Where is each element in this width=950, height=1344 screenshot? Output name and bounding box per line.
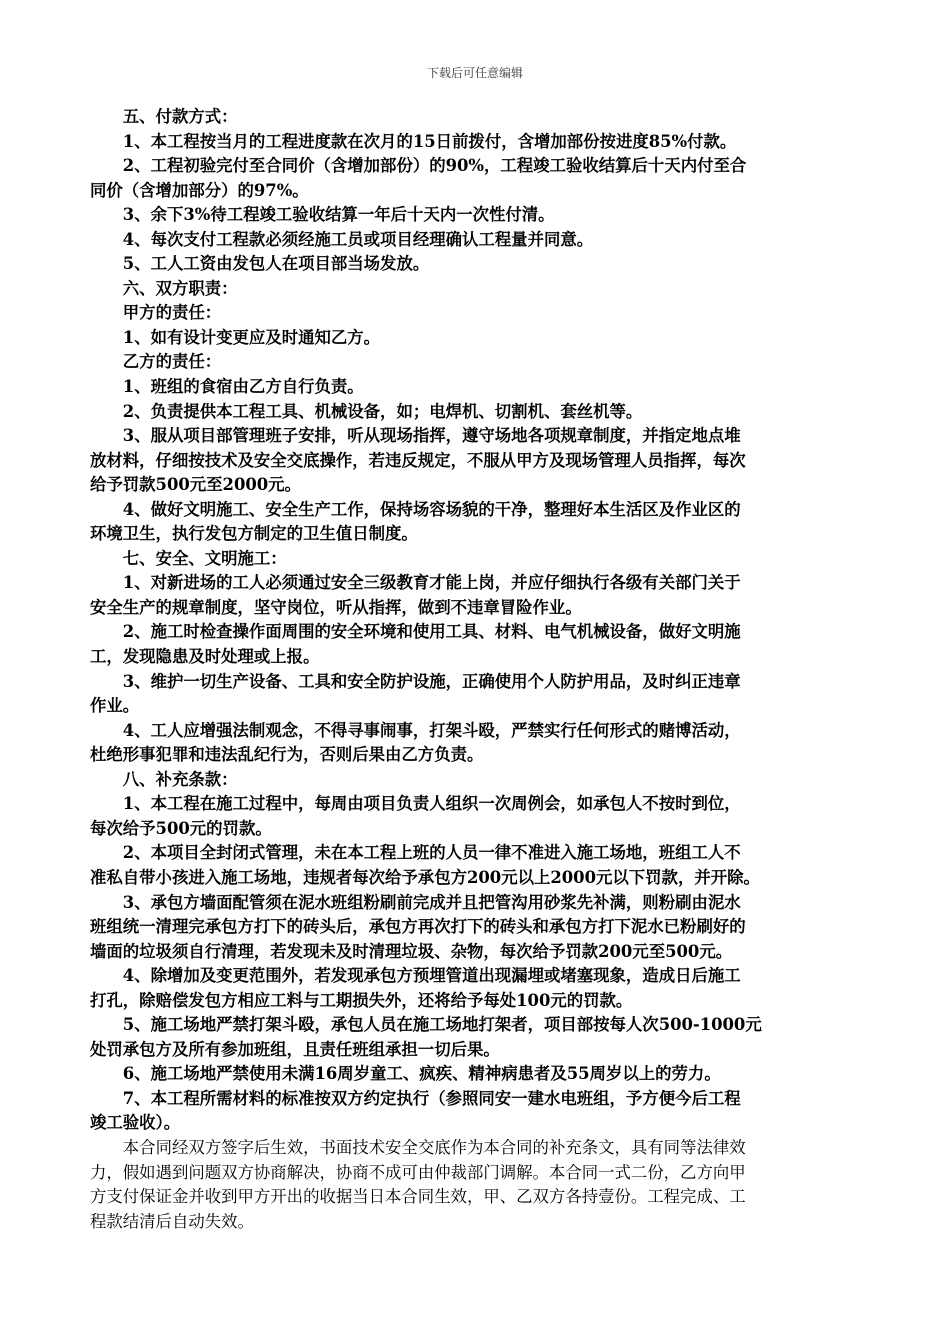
text-line: 环境卫生，执行发包方制定的卫生值日制度。	[90, 524, 418, 544]
text-line: 2、施工时检查操作面周围的安全环境和使用工具、材料、电气机械设备，做好文明施	[122, 622, 741, 642]
text-line: 1、本工程按当月的工程进度款在次月的15日前拨付，含增加部份按进度85%付款。	[122, 131, 737, 151]
text-line: 方支付保证金并收到甲方开出的收据当日本合同生效，甲、乙双方各持壹份。工程完成、工	[90, 1187, 746, 1207]
text-line: 每次给予500元的罚款。	[90, 818, 272, 838]
text-line: 程款结清后自动失效。	[90, 1211, 254, 1231]
text-line: 作业。	[90, 696, 140, 716]
page-header: 下载后可任意编辑	[426, 66, 523, 80]
text-line: 3、余下3%待工程竣工验收结算一年后十天内一次性付清。	[122, 205, 555, 225]
text-line: 乙方的责任：	[122, 352, 222, 372]
text-line: 4、工人应增强法制观念，不得寻事闹事，打架斗殴，严禁实行任何形式的赌博活动，	[122, 720, 741, 740]
text-line: 1、如有设计变更应及时通知乙方。	[122, 327, 381, 347]
text-line: 4、除增加及变更范围外，若发现承包方预埋管道出现漏埋或堵塞现象，造成日后施工	[122, 966, 741, 986]
text-line: 墙面的垃圾须自行清理，若发现未及时清理垃圾、杂物，每次给予罚款200元至500元。	[90, 941, 733, 961]
text-line: 力，假如遇到问题双方协商解决，协商不成可由仲裁部门调解。本合同一式二份，乙方向甲	[90, 1162, 746, 1182]
text-line: 1、本工程在施工过程中，每周由项目负责人组织一次周例会，如承包人不按时到位，	[122, 794, 741, 814]
text-line: 给予罚款500元至2000元。	[90, 475, 301, 495]
text-line: 2、本项目全封闭式管理，未在本工程上班的人员一律不准进入施工场地，班组工人不	[122, 843, 741, 863]
text-line: 安全生产的规章制度，坚守岗位，听从指挥，做到不违章冒险作业。	[90, 597, 582, 617]
text-line: 6、施工场地严禁使用未满16周岁童工、疯疾、精神病患者及55周岁以上的劳力。	[122, 1064, 721, 1084]
document-body	[90, 105, 862, 1234]
text-line: 六、双方职责：	[122, 278, 238, 298]
text-line: 4、每次支付工程款必须经施工员或项目经理确认工程量并同意。	[122, 229, 594, 249]
text-line: 3、服从项目部管理班子安排，听从现场指挥，遵守场地各项规章制度，并指定地点堆	[122, 426, 741, 446]
text-line: 五、付款方式：	[122, 107, 238, 126]
text-line: 本合同经双方签字后生效，书面技术安全交底作为本合同的补充条文，具有同等法律效	[122, 1137, 746, 1157]
text-line: 2、工程初验完付至合同价（含增加部份）的90%，工程竣工验收结算后十天内付至合	[122, 156, 747, 176]
text-line: 七、安全、文明施工：	[122, 548, 287, 568]
text-line: 竣工验收）。	[90, 1113, 181, 1133]
text-line: 处罚承包方及所有参加班组，且责任班组承担一切后果。	[90, 1039, 500, 1059]
text-line: 杜绝形事犯罪和违法乱纪行为，否则后果由乙方负责。	[90, 745, 484, 765]
text-line: 2、负责提供本工程工具、机械设备，如；电焊机、切割机、套丝机等。	[122, 401, 643, 421]
text-line: 1、对新进场的工人必须通过安全三级教育才能上岗，并应仔细执行各级有关部门关于	[122, 573, 741, 593]
text-line: 7、本工程所需材料的标准按双方约定执行（参照同安一建水电班组，予方便今后工程	[122, 1088, 741, 1108]
text-line: 八、补充条款：	[122, 769, 238, 789]
text-line: 3、维护一切生产设备、工具和安全防护设施，正确使用个人防护用品，及时纠正违章	[122, 671, 741, 691]
text-line: 1、班组的食宿由乙方自行负责。	[122, 377, 364, 397]
text-line: 放材料，仔细按技术及安全交底操作，若违反规定，不服从甲方及现场管理人员指挥，每次	[90, 450, 746, 470]
text-line: 5、工人工资由发包人在项目部当场发放。	[122, 254, 430, 274]
text-line: 班组统一清理完承包方打下的砖头后，承包方再次打下的砖头和承包方打下泥水已粉刷好的	[90, 917, 746, 937]
text-line: 同价（含增加部分）的97%。	[90, 180, 309, 200]
text-line: 甲方的责任：	[122, 303, 222, 323]
text-line: 3、承包方墙面配管须在泥水班组粉刷前完成并且把管沟用砂浆先补满，则粉刷由泥水	[122, 892, 741, 912]
text-line: 4、做好文明施工、安全生产工作，保持场容场貌的干净，整理好本生活区及作业区的	[122, 499, 741, 519]
text-line: 准私自带小孩进入施工场地，违规者每次给予承包方200元以上2000元以下罚款，并开除。	[90, 867, 760, 887]
text-line: 打孔，除赔偿发包方相应工料与工期损失外，还将给予每处100元的罚款。	[90, 990, 633, 1010]
text-line: 工，发现隐患及时处理或上报。	[90, 647, 320, 667]
text-line: 5、施工场地严禁打架斗殴，承包人员在施工场地打架者，项目部按每人次500-1000元	[122, 1015, 762, 1035]
